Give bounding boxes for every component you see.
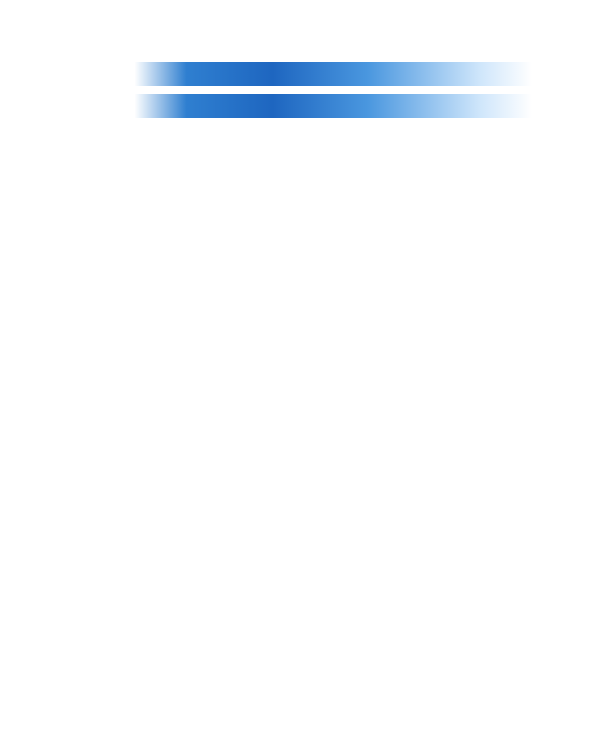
section-header-t bbox=[100, 62, 532, 86]
section-letter-t bbox=[100, 60, 126, 86]
section-header-u bbox=[100, 94, 532, 118]
section-letter-u bbox=[100, 92, 126, 118]
table-of-contents bbox=[104, 54, 532, 124]
